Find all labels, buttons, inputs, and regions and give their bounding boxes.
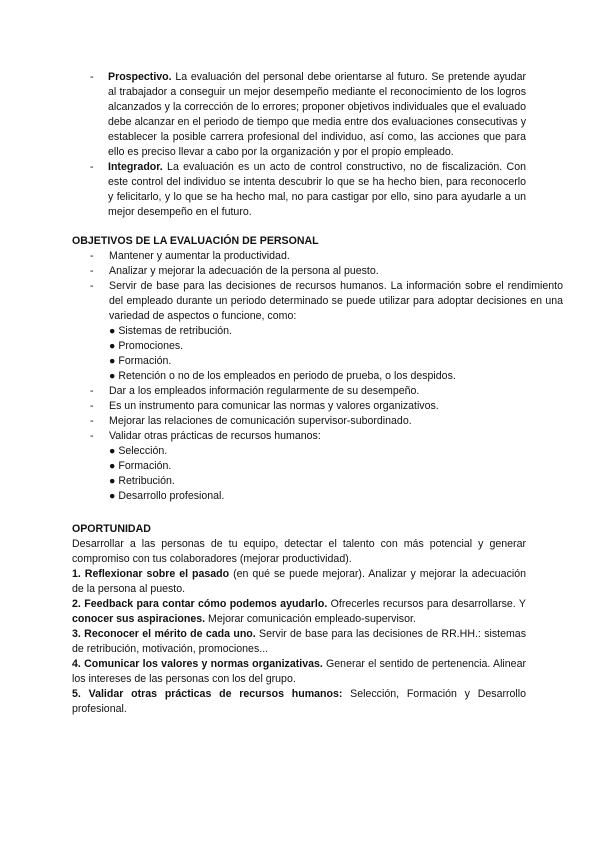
dash-marker: -	[90, 265, 94, 277]
point-4-title: 4. Comunicar los valores y normas organizativas.	[72, 658, 323, 670]
sub-bullet: ● Formación.	[109, 460, 172, 472]
point-2-title: 2. Feedback para contar cómo podemos ayudarlo.	[72, 598, 328, 610]
list-item	[72, 414, 563, 429]
term-prospectivo: Prospectivo.	[108, 71, 172, 83]
desc-prospectivo: La evaluación del personal debe orientarse al futuro. Se pretende ayudar al trabajador a conseguir un mejor desempeño mediante el reconocimiento de los logros alcanzados y la corrección de lo errores; proponer objetivos individuales que el evaluado debe alcanzar en el periodo de tiempo que media entre dos evaluaciones consecutivas y establecer la posible carrera profesional del individuo, así como, las acciones que para ello es preciso llevar a cabo por la organización y por el propio empleado.	[108, 71, 526, 158]
oportunidad-intro: Desarrollar a las personas de tu equipo, detectar el talento con más potencial y generar compromiso con tus colaboradores (mejorar productividad).	[72, 538, 526, 565]
point-3-text: Servir de base para las decisiones de RR.HH.: sistemas de retribución, motivación, promociones...	[72, 628, 526, 655]
point-5	[72, 687, 526, 717]
list-item	[72, 264, 563, 279]
list-item	[72, 429, 563, 444]
sub-bullet: ● Sistemas de retribución.	[109, 325, 232, 337]
dash-marker: -	[90, 385, 94, 397]
dash-marker: -	[90, 71, 94, 83]
point-1-title: 1. Reflexionar sobre el pasado	[72, 568, 230, 580]
point-1	[72, 567, 526, 597]
point-2-title-2: conocer sus aspiraciones.	[72, 613, 206, 625]
item-text: Mejorar las relaciones de comunicación supervisor-subordinado.	[109, 415, 412, 427]
point-3-title: 3. Reconocer el mérito de cada uno.	[72, 628, 256, 640]
list-item	[72, 249, 563, 264]
item-text: Dar a los empleados información regularmente de su desempeño.	[109, 385, 420, 397]
item-text: Analizar y mejorar la adecuación de la persona al puesto.	[109, 265, 379, 277]
list-item-integrador	[90, 160, 526, 220]
desc-integrador: La evaluación es un acto de control constructivo, no de fiscalización. Con este control del individuo se intenta descubrir lo que se ha hecho bien, para reconocerlo y felicitarlo, y lo que se ha hecho mal, no para castigar por ello, sino para ayudarle a un mejor desempeño en el futuro.	[108, 161, 526, 218]
point-5-text: Selección, Formación y Desarrollo profesional.	[72, 688, 527, 715]
dash-marker: -	[90, 415, 94, 427]
item-text: Mantener y aumentar la productividad.	[109, 250, 290, 262]
item-text: Es un instrumento para comunicar las normas y valores organizativos.	[109, 400, 439, 412]
sub-bullet: ● Desarrollo profesional.	[109, 490, 225, 502]
sub-bullet: ● Selección.	[109, 445, 168, 457]
list-item-prospectivo	[90, 70, 526, 160]
point-3	[72, 627, 526, 657]
point-2-text-2: Mejorar comunicación empleado-supervisor.	[205, 613, 416, 625]
dash-marker: -	[90, 430, 94, 442]
sub-bullet: ● Retención o no de los empleados en periodo de prueba, o los despidos.	[109, 370, 456, 382]
term-integrador: Integrador.	[108, 161, 163, 173]
point-2-text: Ofrecerles recursos para desarrollarse. Y	[327, 598, 526, 610]
point-5-title: 5. Validar otras prácticas de recursos humanos:	[72, 688, 343, 700]
point-4	[72, 657, 526, 687]
item-text: Validar otras prácticas de recursos humanos:	[109, 430, 321, 442]
point-2	[72, 597, 526, 627]
dash-marker: -	[90, 161, 94, 173]
item-text: Servir de base para las decisiones de recursos humanos. La información sobre el rendimiento del empleado durante un periodo determinado se puede utilizar para adoptar decisiones en una variedad de aspectos o funcione, como:	[109, 280, 563, 322]
list-item	[72, 279, 563, 324]
list-item	[72, 384, 563, 399]
sub-bullet: ● Formación.	[109, 355, 172, 367]
point-4-text: Generar el sentido de pertenencia. Alinear los intereses de las personas con los del grupo.	[72, 658, 526, 685]
sub-bullet: ● Promociones.	[109, 340, 184, 352]
dash-marker: -	[90, 250, 94, 262]
dash-marker: -	[90, 280, 94, 292]
heading-objetivos: OBJETIVOS DE LA EVALUACIÓN DE PERSONAL	[72, 235, 319, 247]
list-item	[72, 399, 563, 414]
sub-bullet: ● Retribución.	[109, 475, 175, 487]
heading-oportunidad: OPORTUNIDAD	[72, 523, 151, 535]
dash-marker: -	[90, 400, 94, 412]
point-1-text: (en qué se puede mejorar). Analizar y mejorar la adecuación de la persona al puesto.	[72, 568, 527, 595]
